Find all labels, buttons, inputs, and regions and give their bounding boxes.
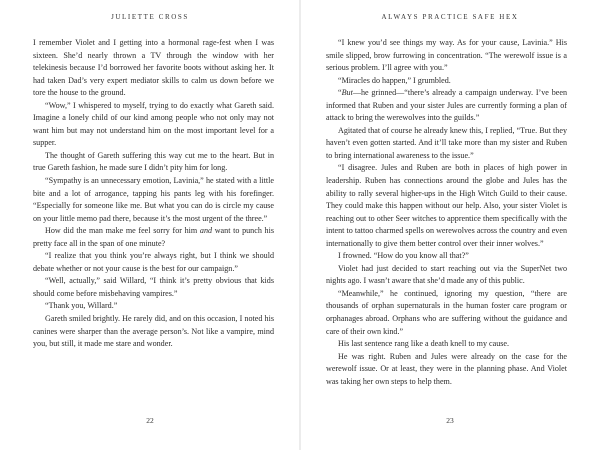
left-page-body — [33, 37, 274, 351]
page-number: 23 — [446, 416, 454, 425]
text-span: want to punch his pretty face all in the span of one minute? — [33, 226, 274, 248]
paragraph: “Well, actually,” said Willard, “I think it’s pretty obvious that kids should come before misbehaving vampires.” — [33, 276, 274, 298]
paragraph: His last sentence rang like a death knell to my cause. — [338, 339, 510, 349]
text-span: “ — [338, 88, 342, 98]
paragraph: The thought of Gareth suffering this way cut me to the heart. But in true Gareth fashion, he made sure I didn’t pity him for long. — [33, 150, 274, 173]
paragraph: Agitated that of course he already knew this, I replied, “True. But they haven’t even gotten started. And it’ll take more than my sister and Ruben to bring international awareness to the issue.” — [326, 125, 567, 160]
running-head-title: ALWAYS PRACTICE SAFE HEX — [381, 13, 519, 21]
paragraph: “I disagree. Jules and Ruben are both in places of high power in leadership. Ruben has connections around the globe and Jules has the ability to rally several higher-ups in the High Witch Guild to their cause. They could make this happen without our help. Also, your sister Violet is reaching out to other Seer witches to apprentice them specifically with the intent to tattoo charmed spells on werewolves across the country and even internationally to give them better control over their inner wolves.” — [326, 163, 567, 248]
paragraph: “I knew you’d see things my way. As for your cause, Lavinia.” His smile slipped, brow furrowing in concentration. “The werewolf issue is a serious problem. I’ll agree with you.” — [326, 38, 567, 73]
emphasis: and — [199, 226, 213, 236]
page-number: 22 — [146, 416, 154, 425]
paragraph: I frowned. “How do you know all that?” — [338, 251, 469, 261]
running-head-author: JULIETTE CROSS — [111, 13, 189, 21]
paragraph: “Meanwhile,” he continued, ignoring my question, “there are thousands of orphan supernaturals in the human foster care program or orphanages abroad. Orphans who are suffering without the guidance and care of their own kind.” — [326, 288, 567, 336]
paragraph: “Sympathy is an unnecessary emotion, Lavinia,” he stated with a little bite and a lot of arrogance, tapping his pants leg with his forefinger. “Especially for someone like me. But what you can do is circle my cause on your little memo pad there, because it’s the most urgent of the three.” — [33, 176, 274, 223]
emphasis: But — [341, 88, 353, 98]
paragraph: He was right. Ruben and Jules were already on the case for the werewolf issue. Or at least, they were in the planning phase. And Violet was taking her own steps to help them. — [326, 351, 567, 386]
paragraph: I remember Violet and I getting into a hormonal rage-fest when I was sixteen. She’d nearly thrown a TV through the window with her telekinesis because I’d borrowed her favorite boots without asking her. It had taken Dad’s very expert mediator skills to calm us down before we tore the house to the ground. — [33, 38, 274, 98]
paragraph: “I realize that you think you’re always right, but I think we should debate whether or not your cause is the best for our campaign.” — [33, 251, 274, 273]
paragraph: “Wow,” I whispered to myself, trying to do exactly what Gareth said. Imagine a lonely child of our kind among people who not only may not want him but may not understand him on the most important level for a supper. — [33, 100, 274, 148]
right-page — [300, 0, 600, 450]
paragraph: Violet had just decided to start reaching out via the SuperNet two nights ago. I wasn’t aware that she’d made any of this public. — [326, 263, 567, 286]
right-page-body — [326, 37, 567, 388]
paragraph: “Miracles do happen,” I grumbled. — [338, 75, 451, 85]
paragraph — [33, 225, 274, 250]
paragraph: “Thank you, Willard.” — [45, 301, 118, 311]
paragraph — [326, 87, 567, 125]
paragraph: Gareth smiled brightly. He rarely did, and on this occasion, I noted his canines were sharper than the average person’s. Not like a vampire, mind you, but still, it made me stare and wonder. — [33, 314, 274, 349]
text-span: How did the man make me feel sorry for him — [45, 226, 200, 236]
text-span: —he grinned—“there’s already a campaign underway. I’ve been informed that Ruben and your sister Jules are currently forming a plan of attack to bring the werewolves into the guilds.” — [326, 88, 567, 123]
